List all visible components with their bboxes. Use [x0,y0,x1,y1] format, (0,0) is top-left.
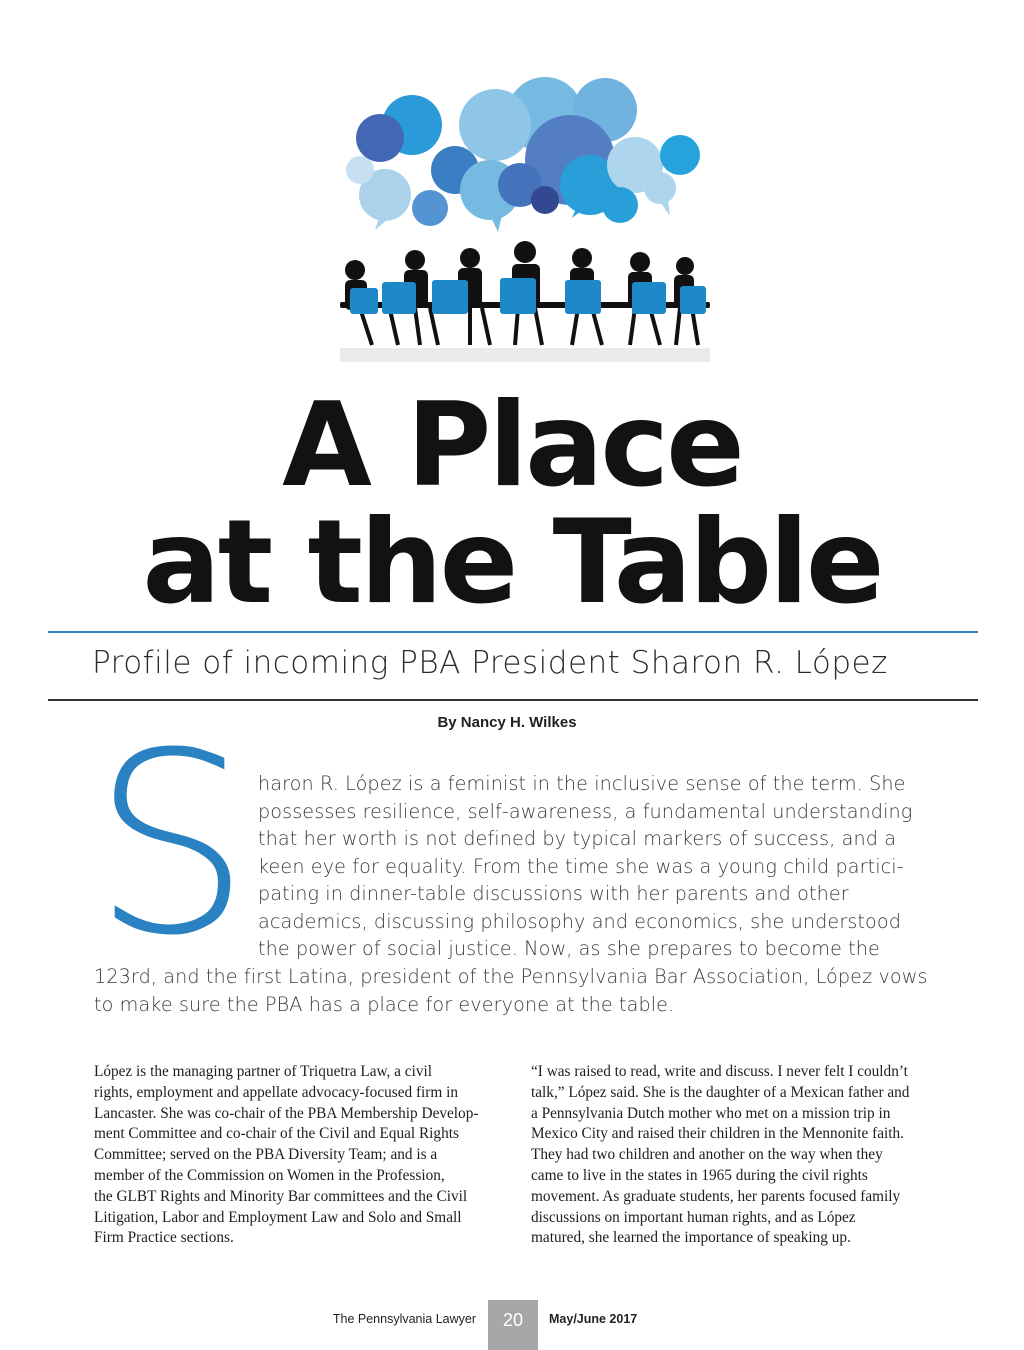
body-line: discussions on important human rights, and as López [531,1208,856,1226]
lede-line: haron R. López is a feminist in the inclusive sense of the term. She [258,772,906,795]
lede-indented [258,770,912,963]
lede-full-width [94,963,928,1018]
lede-line: academics, discussing philosophy and economics, she understood [258,909,901,933]
body-line: Committee; served on the PBA Diversity Team; and is a [94,1146,438,1164]
lede-line: pating in dinner-table discussions with her parents and other [258,882,849,905]
lede-line: keen eye for equality. From the time she was a young child partici- [258,854,904,878]
byline: By Nancy H. Wilkes [437,714,577,731]
hero-illustration [320,70,720,370]
body-line: López is the managing partner of Triquetra Law, a civil [94,1063,432,1080]
lede-line: 123rd, and the first Latina, president of the Pennsylvania Bar Association, López vows [94,965,928,988]
article-title-line-2: at the Table [142,495,882,630]
issue-date: May/June 2017 [549,1312,638,1326]
body-line: Firm Practice sections. [94,1229,234,1247]
publication-name: The Pennsylvania Lawyer [332,1312,476,1326]
body-line: member of the Commission on Women in the Profession, [94,1166,445,1184]
body-line: the GLBT Rights and Minority Bar committees and the Civil [94,1187,468,1205]
body-line: matured, she learned the importance of speaking up. [531,1229,851,1247]
lede-line: possesses resilience, self-awareness, a fundamental understanding [258,799,913,823]
title-divider-blue [48,631,978,633]
lede-line: to make sure the PBA has a place for everyone at the table. [94,992,675,1016]
drop-cap: S [92,699,251,990]
body-line: They had two children and another on the way when they [531,1146,883,1164]
body-line: ment Committee and co-chair of the Civil and Equal Rights [94,1125,459,1143]
body-line: movement. As graduate students, her parents focused family [531,1187,901,1205]
body-line: Mexico City and raised their children in the Mennonite faith. [531,1125,904,1143]
body-line: Litigation, Labor and Employment Law and Solo and Small [94,1208,462,1226]
body-line: “I was raised to read, write and discuss. I never felt I couldn’t [531,1063,908,1080]
body-line: came to live in the states in 1965 during the civil rights [531,1166,868,1184]
page-number: 20 [488,1300,538,1350]
page-footer [0,1300,1024,1350]
body-column-left [94,1062,514,1249]
lede-line: that her worth is not defined by typical markers of success, and a [258,827,897,850]
article-subtitle: Profile of incoming PBA President Sharon R. López [92,645,888,681]
article-title-line-1: A Place [282,378,742,513]
speech-bubbles-meeting-icon [320,70,720,370]
body-line: Lancaster. She was co-chair of the PBA Membership Develop- [94,1104,479,1122]
body-column-right [531,1062,951,1249]
body-line: a Pennsylvania Dutch mother who met on a mission trip in [531,1104,891,1122]
body-line: talk,” López said. She is the daughter of a Mexican father and [531,1083,910,1101]
lede-line: the power of social justice. Now, as she prepares to become the [258,937,880,960]
body-line: rights, employment and appellate advocacy-focused firm in [94,1083,459,1101]
